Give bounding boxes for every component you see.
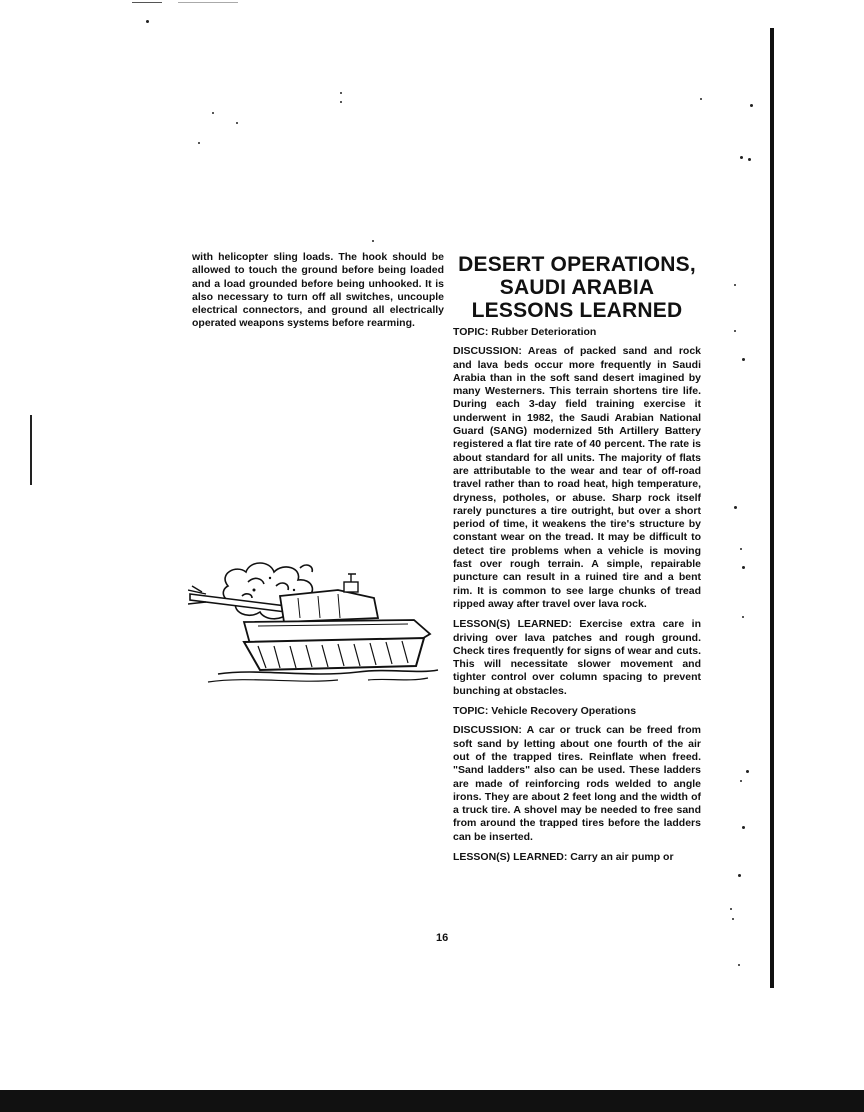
topic-heading: TOPIC: Rubber Deterioration: [453, 326, 597, 338]
scan-speck: [734, 284, 736, 286]
scan-artifact-line: [132, 2, 162, 3]
scan-speck: [700, 98, 702, 100]
scan-speck: [146, 20, 149, 23]
scan-speck: [740, 156, 743, 159]
article-title: DESERT OPERATIONS, SAUDI ARABIA LESSONS LEARNED: [458, 253, 696, 322]
scan-speck: [236, 122, 238, 124]
scan-speck: [372, 240, 374, 242]
scan-edge-mark: [30, 415, 32, 485]
scan-speck: [734, 330, 736, 332]
left-column: [192, 251, 444, 338]
page-number: 16: [436, 932, 449, 944]
scan-speck: [734, 506, 737, 509]
scan-edge-bar: [770, 28, 774, 988]
scan-bottom-band: [0, 1090, 864, 1112]
article-column: [453, 253, 701, 871]
scan-speck: [740, 548, 742, 550]
lesson-paragraph: LESSON(S) LEARNED: Carry an air pump or: [453, 850, 674, 863]
scan-artifact-line: [178, 2, 238, 3]
scan-speck: [738, 964, 740, 966]
discussion-paragraph: DISCUSSION: A car or truck can be freed from soft sand by letting about one fourth of the air out of the trapped tires. Reinflate when freed. "Sand ladders" also can be used. These ladders are made of reinforcing rods welded to angle irons. They are about 2 feet long and the width of a truck tire. A shovel may be needed to free sand from around the trapped tires before the ladders can be inserted.: [453, 724, 701, 843]
scan-speck: [738, 874, 741, 877]
scan-speck: [748, 158, 751, 161]
scan-speck: [740, 780, 742, 782]
scan-speck: [212, 112, 214, 114]
continued-paragraph: with helicopter sling loads. The hook should be allowed to touch the ground before being loaded and a load grounded before being unhooked. It is also necessary to turn off all switches, uncouple electrical connectors, and ground all electrically operated weapons systems before rearming.: [192, 251, 444, 330]
scan-speck: [742, 826, 745, 829]
lesson-paragraph: LESSON(S) LEARNED: Exercise extra care in driving over lava patches and rough ground. Check tires frequently for signs of wear and cuts. This will necessitate slower movement and tighter control over column spacing to prevent bunching at obstacles.: [453, 618, 701, 697]
scan-speck: [732, 918, 734, 920]
tank-firing-illustration-icon: [188, 556, 440, 688]
scan-speck: [730, 908, 732, 910]
scan-speck: [742, 616, 744, 618]
scan-speck: [750, 104, 753, 107]
scan-speck: [742, 566, 745, 569]
scan-speck: [742, 358, 745, 361]
scan-speck: [198, 142, 200, 144]
scan-speck: [340, 101, 342, 103]
scan-speck: [340, 92, 342, 94]
scan-speck: [746, 770, 749, 773]
topic-heading: TOPIC: Vehicle Recovery Operations: [453, 705, 637, 718]
discussion-paragraph: DISCUSSION: Areas of packed sand and rock and lava beds occur more frequently in Saudi Arabia than in the soft sand desert imagined by many Westerners. This terrain shortens tire life. During each 3-day field training exercise it underwent in 1982, the Saudi Arabian National Guard (SANG) modernized 5th Artillery Battery registered a flat tire rate of 40 percent. The rate is about standard for all units. The majority of flats are attributable to the wear and tear of off-road travel rather than to road heat, high temperature, dryness, potholes, or abuse. Sharp rock itself rarely punctures a tire outright, but over a short period of time, it weakens the tire's structure by constant wear on the tread. It may be difficult to detect tire problems when a vehicle is moving fast over rough terrain. A simple, repairable puncture can result in a ruined tire and a bent rim. It is common to see large chunks of tread ripped away after travel over lava rock.: [453, 345, 701, 610]
